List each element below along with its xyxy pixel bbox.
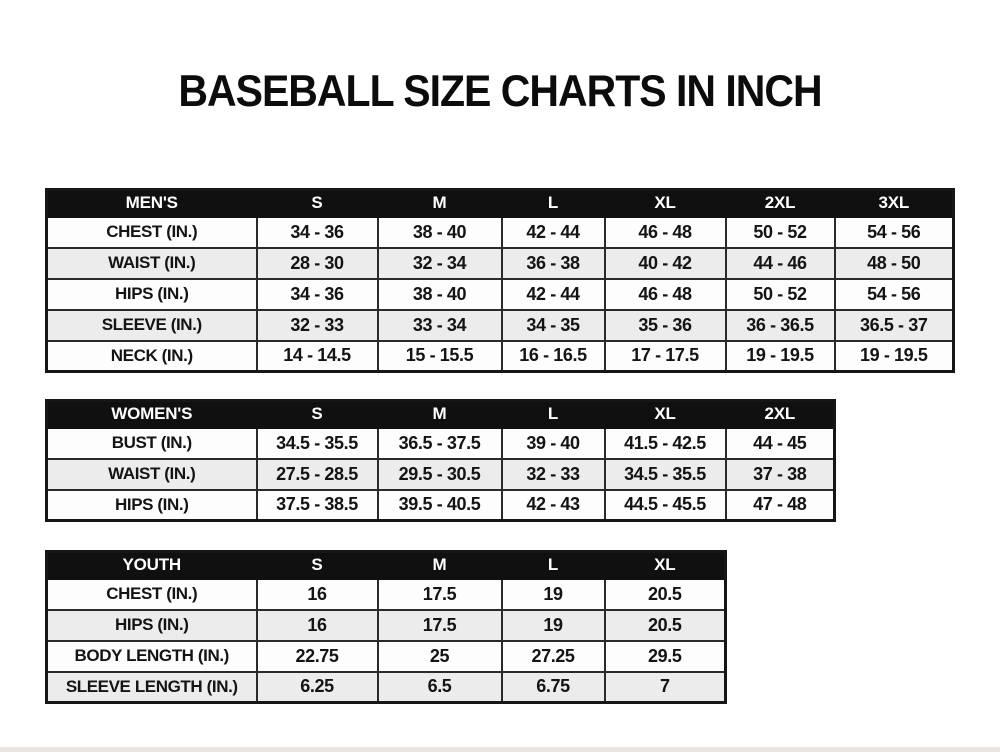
table-row — [47, 341, 954, 372]
size-value-cell: 36 - 36.5 — [726, 310, 835, 341]
row-label: HIPS (IN.) — [47, 279, 257, 310]
mens-header-row — [47, 190, 954, 217]
column-header-l: L — [502, 552, 605, 579]
size-value-cell: 37 - 38 — [726, 459, 835, 490]
size-value-cell: 16 — [257, 579, 378, 610]
column-header-s: S — [257, 190, 378, 217]
size-value-cell: 36 - 38 — [502, 248, 605, 279]
youth-header-row — [47, 552, 726, 579]
size-value-cell: 40 - 42 — [605, 248, 726, 279]
row-label: BODY LENGTH (IN.) — [47, 641, 257, 672]
size-value-cell: 32 - 33 — [257, 310, 378, 341]
table-row — [47, 428, 835, 459]
column-header-s: S — [257, 552, 378, 579]
youth-size-table — [45, 550, 727, 704]
size-value-cell: 50 - 52 — [726, 279, 835, 310]
size-value-cell: 37.5 - 38.5 — [257, 490, 378, 521]
size-value-cell: 17.5 — [378, 579, 502, 610]
row-label: WAIST (IN.) — [47, 248, 257, 279]
size-value-cell: 36.5 - 37.5 — [378, 428, 502, 459]
row-label: SLEEVE LENGTH (IN.) — [47, 672, 257, 703]
size-value-cell: 47 - 48 — [726, 490, 835, 521]
table-row — [47, 310, 954, 341]
size-value-cell: 54 - 56 — [835, 279, 954, 310]
table-row — [47, 217, 954, 248]
size-value-cell: 46 - 48 — [605, 279, 726, 310]
table-row — [47, 579, 726, 610]
size-value-cell: 32 - 34 — [378, 248, 502, 279]
womens-header-row — [47, 401, 835, 428]
table-row — [47, 490, 835, 521]
column-header-xl: XL — [605, 190, 726, 217]
size-value-cell: 41.5 - 42.5 — [605, 428, 726, 459]
size-value-cell: 19 — [502, 579, 605, 610]
size-value-cell: 34 - 35 — [502, 310, 605, 341]
size-value-cell: 44 - 45 — [726, 428, 835, 459]
size-value-cell: 33 - 34 — [378, 310, 502, 341]
size-value-cell: 34.5 - 35.5 — [257, 428, 378, 459]
mens-size-table — [45, 188, 955, 373]
row-label: BUST (IN.) — [47, 428, 257, 459]
size-value-cell: 48 - 50 — [835, 248, 954, 279]
size-value-cell: 42 - 43 — [502, 490, 605, 521]
column-header-2xl: 2XL — [726, 401, 835, 428]
page-title: BASEBALL SIZE CHARTS IN INCH — [178, 66, 822, 116]
size-value-cell: 6.75 — [502, 672, 605, 703]
column-header-m: M — [378, 190, 502, 217]
column-header-xl: XL — [605, 401, 726, 428]
row-label: CHEST (IN.) — [47, 579, 257, 610]
column-header-m: M — [378, 552, 502, 579]
column-header-l: L — [502, 401, 605, 428]
size-value-cell: 34.5 - 35.5 — [605, 459, 726, 490]
column-header-m: M — [378, 401, 502, 428]
column-header-xl: XL — [605, 552, 726, 579]
womens-size-table — [45, 399, 836, 522]
size-value-cell: 22.75 — [257, 641, 378, 672]
size-value-cell: 14 - 14.5 — [257, 341, 378, 372]
size-value-cell: 20.5 — [605, 579, 726, 610]
size-value-cell: 7 — [605, 672, 726, 703]
size-value-cell: 29.5 - 30.5 — [378, 459, 502, 490]
row-label: SLEEVE (IN.) — [47, 310, 257, 341]
table-row — [47, 279, 954, 310]
size-value-cell: 25 — [378, 641, 502, 672]
row-label: WAIST (IN.) — [47, 459, 257, 490]
size-value-cell: 32 - 33 — [502, 459, 605, 490]
size-value-cell: 50 - 52 — [726, 217, 835, 248]
womens-table-title: WOMEN'S — [47, 401, 257, 428]
size-value-cell: 6.25 — [257, 672, 378, 703]
size-value-cell: 38 - 40 — [378, 279, 502, 310]
size-value-cell: 16 - 16.5 — [502, 341, 605, 372]
row-label: HIPS (IN.) — [47, 610, 257, 641]
size-value-cell: 6.5 — [378, 672, 502, 703]
table-row — [47, 248, 954, 279]
size-value-cell: 15 - 15.5 — [378, 341, 502, 372]
size-value-cell: 35 - 36 — [605, 310, 726, 341]
size-value-cell: 36.5 - 37 — [835, 310, 954, 341]
size-value-cell: 16 — [257, 610, 378, 641]
table-row — [47, 672, 726, 703]
size-value-cell: 42 - 44 — [502, 279, 605, 310]
scan-edge-artifact — [0, 747, 1000, 752]
size-value-cell: 19 - 19.5 — [835, 341, 954, 372]
size-value-cell: 44 - 46 — [726, 248, 835, 279]
mens-size-table-section — [45, 188, 955, 373]
table-row — [47, 610, 726, 641]
table-row — [47, 459, 835, 490]
size-value-cell: 54 - 56 — [835, 217, 954, 248]
table-row — [47, 641, 726, 672]
column-header-s: S — [257, 401, 378, 428]
size-value-cell: 44.5 - 45.5 — [605, 490, 726, 521]
womens-size-table-section — [45, 399, 836, 522]
row-label: NECK (IN.) — [47, 341, 257, 372]
column-header-3xl: 3XL — [835, 190, 954, 217]
size-value-cell: 28 - 30 — [257, 248, 378, 279]
mens-table-title: MEN'S — [47, 190, 257, 217]
size-value-cell: 19 - 19.5 — [726, 341, 835, 372]
size-value-cell: 27.25 — [502, 641, 605, 672]
size-value-cell: 34 - 36 — [257, 217, 378, 248]
size-value-cell: 34 - 36 — [257, 279, 378, 310]
size-value-cell: 17 - 17.5 — [605, 341, 726, 372]
size-value-cell: 20.5 — [605, 610, 726, 641]
size-value-cell: 29.5 — [605, 641, 726, 672]
size-value-cell: 27.5 - 28.5 — [257, 459, 378, 490]
row-label: CHEST (IN.) — [47, 217, 257, 248]
size-value-cell: 39.5 - 40.5 — [378, 490, 502, 521]
row-label: HIPS (IN.) — [47, 490, 257, 521]
size-value-cell: 19 — [502, 610, 605, 641]
youth-table-title: YOUTH — [47, 552, 257, 579]
size-value-cell: 39 - 40 — [502, 428, 605, 459]
size-value-cell: 42 - 44 — [502, 217, 605, 248]
youth-size-table-section — [45, 550, 727, 704]
size-value-cell: 38 - 40 — [378, 217, 502, 248]
column-header-l: L — [502, 190, 605, 217]
column-header-2xl: 2XL — [726, 190, 835, 217]
size-value-cell: 46 - 48 — [605, 217, 726, 248]
size-value-cell: 17.5 — [378, 610, 502, 641]
